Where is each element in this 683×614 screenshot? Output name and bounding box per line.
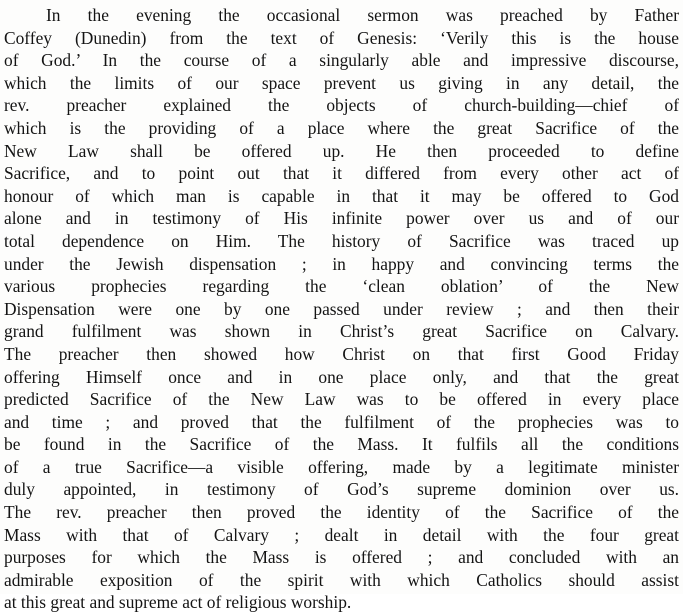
article-line: of God.’ In the course of a singularly able and impressive discourse, — [4, 50, 679, 71]
article-line: total dependence on Him. The history of Sacrifice was traced up — [4, 230, 679, 251]
article-line: duly appointed, in testimony of God’s supreme dominion over us. — [4, 479, 679, 500]
article-line: Coffey (Dunedin) from the text of Genesis: ‘Verily this is the house — [4, 27, 679, 48]
article-line: honour of which man is capable in that it may be offered to God — [4, 185, 679, 206]
article-line: under the Jewish dispensation ; in happy and convincing terms the — [4, 253, 679, 274]
article-line: In the evening the occasional sermon was preached by Father — [46, 5, 679, 25]
article-line: predicted Sacrifice of the New Law was to be offered in every place — [4, 389, 679, 410]
article-line: various prophecies regarding the ‘clean oblation’ of the New — [4, 276, 679, 297]
article-line: The rev. preacher then proved the identity of the Sacrifice of the — [4, 502, 679, 523]
article-line: of a true Sacrifice—a visible offering, made by a legitimate minister — [4, 456, 679, 477]
article-line: grand fulfilment was shown in Christ’s great Sacrifice on Calvary. — [4, 321, 679, 342]
article-line: Sacrifice, and to point out that it differed from every other act of — [4, 163, 679, 184]
article-column — [4, 4, 679, 614]
article-line: alone and in testimony of His infinite power over us and of our — [4, 208, 679, 229]
article-line: Mass with that of Calvary ; dealt in detail with the four great — [4, 524, 679, 545]
article-line: purposes for which the Mass is offered ; and concluded with an — [4, 547, 679, 568]
article-line: Dispensation were one by one passed under review ; and then their — [4, 298, 679, 319]
article-line: offering Himself once and in one place only, and that the great — [4, 366, 679, 387]
article-line: which the limits of our space prevent us giving in any detail, the — [4, 72, 679, 93]
article-line: which is the providing of a place where the great Sacrifice of the — [4, 117, 679, 138]
article-line: admirable exposition of the spirit with which Catholics should assist — [4, 569, 679, 590]
article-line: rev. preacher explained the objects of church-building—chief of — [4, 95, 679, 116]
article-line: The preacher then showed how Christ on that first Good Friday — [4, 343, 679, 364]
article-line: be found in the Sacrifice of the Mass. It fulfils all the conditions — [4, 434, 679, 455]
article-line: and time ; and proved that the fulfilment of the prophecies was to — [4, 411, 679, 432]
article-line: at this great and supreme act of religious worship. — [4, 592, 352, 613]
article-line: New Law shall be offered up. He then proceeded to define — [4, 140, 679, 161]
